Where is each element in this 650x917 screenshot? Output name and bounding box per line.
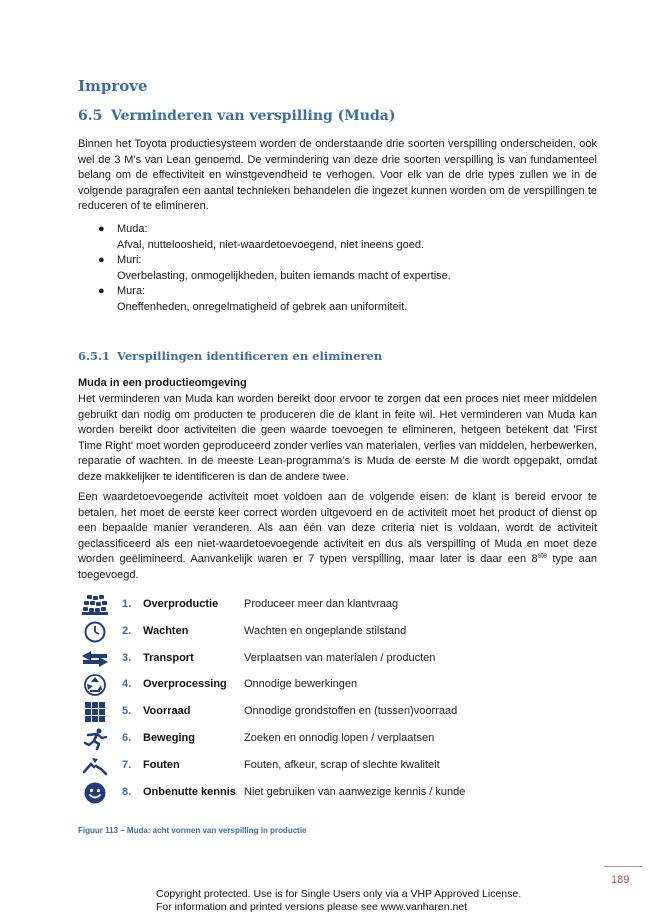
waste-number: 6. [122, 731, 132, 744]
bullet-desc: Overbelasting, onmogelijkheden, buiten iemands macht of expertise. [117, 269, 451, 282]
section-heading: Improve [78, 77, 148, 95]
waste-list-figure [82, 592, 522, 806]
waste-desc: Verplaatsen van materialen / producten [244, 651, 436, 664]
bullet-desc: Afval, nutteloosheid, niet-waardetoevoegend, niet ineens goed. [117, 238, 424, 251]
waste-desc: Onnodige bewerkingen [244, 678, 358, 691]
waste-number: 3. [122, 651, 132, 664]
subsection-number: 6.5.1 [78, 349, 111, 363]
page-number: 189 [611, 874, 630, 886]
broken-arrow-icon [82, 755, 108, 777]
bullet-term: Muda: [117, 223, 148, 235]
waste-row-overproductie [82, 592, 522, 619]
bullet-icon: ● [98, 285, 105, 298]
bullet-term: Muri: [117, 254, 142, 267]
waste-row-transport [82, 646, 522, 673]
bullet-desc: Oneffenheden, onregelmatigheid of gebrek aan uniformiteit. [117, 300, 408, 313]
waste-number: 7. [122, 758, 132, 771]
waste-name: Overproductie [143, 598, 219, 610]
bullet-item-mura [78, 284, 578, 315]
paragraph-text-end: type aan toegevoegd. [78, 553, 597, 581]
waste-name: Beweging [143, 731, 195, 744]
bullet-item-muda [78, 222, 578, 253]
copyright-line: Copyright protected. Use is for Single Users only via a VHP Approved License. [156, 888, 522, 900]
waste-row-overprocessing [82, 672, 522, 699]
chapter-number: 6.5 [78, 108, 103, 124]
waste-number: 8. [122, 785, 132, 798]
waste-row-beweging [82, 726, 522, 753]
waste-row-wachten [82, 619, 522, 646]
waste-row-onbenutte-kennis [82, 780, 522, 807]
waste-desc: Onnodige grondstoffen en (tussen)voorraad [244, 705, 458, 718]
waste-name: Wachten [143, 624, 189, 637]
waste-desc: Niet gebruiken van aanwezige kennis / kunde [244, 785, 466, 798]
smiley-icon [82, 782, 108, 804]
waste-name: Transport [143, 651, 194, 664]
paragraph-text: Een waardetoevoegende activiteit moet voldoen aan de volgende eisen: de klant is bereid ervoor te betalen, het moet de eerste keer correct worden uitgevoerd en de activiteit moet het product of dienst op een bepaalde manier veranderen. Als aan één van deze criteria niet is voldaan, wordt de activiteit geclassificeerd als een niet-waardetoevoegende activiteit en dus als verspilling of Muda en moet deze worden geëlimineerd. Aanvankelijk waren er 7 typen verspilling, maar later is daar een 8 [78, 491, 597, 566]
value-adding-paragraph [78, 490, 597, 584]
double-arrow-icon [82, 648, 108, 670]
chapter-title: Verminderen van verspilling (Muda) [111, 108, 396, 124]
chapter-heading [78, 108, 395, 124]
figure-caption: Figuur 113 – Muda: acht vormen van verspilling in productie [78, 826, 307, 835]
waste-desc: Produceer meer dan klantvraag [244, 598, 399, 610]
waste-number: 1. [122, 598, 132, 610]
overproduction-icon [82, 594, 108, 616]
muda-paragraph: Het verminderen van Muda kan worden bereikt door ervoor te zorgen dat een proces niet meer middelen gebruikt dan nodig om producten te produceren die de klant in feite wil. Het verminderen van Muda kan worden bereikt door activiteiten die geen waarde toevoegen te elimineren, hetgeen betekent dat 'First Time Right' moet worden geproduceerd zonder verlies van materialen, verlies van middelen, herbewerken, reparatie of wachten. In de meeste Lean-programma’s is Muda de eerste M die wordt opgepakt, omdat deze makkelijker te identificeren is dan de andere twee. [78, 393, 597, 483]
bullet-icon: ● [98, 223, 105, 235]
subsection-heading [78, 349, 382, 363]
paragraph-subheading: Muda in een productieomgeving [78, 377, 247, 389]
intro-paragraph: Binnen het Toyota productiesysteem worden de onderstaande drie soorten verspilling onderscheiden, ook wel de 3 M’s van Lean genoemd. De vermindering van deze drie soorten verspilling is van fundamenteel belang om de effectiviteit en winstgevendheid te verhogen. Voor elk van de drie types zullen we in de volgende paragrafen een aantal technieken behandelen die ingezet kunnen worden om de verspillingen te reduceren of te elimineren. [78, 138, 597, 213]
footer-divider [604, 866, 642, 867]
waste-name: Overprocessing [143, 678, 227, 691]
bullet-icon: ● [98, 254, 105, 267]
waste-row-voorraad [82, 699, 522, 726]
clock-icon [82, 621, 108, 643]
waste-number: 5. [122, 705, 132, 718]
copyright-notice [156, 888, 521, 914]
waste-desc: Zoeken en onnodig lopen / verplaatsen [244, 731, 435, 744]
waste-number: 4. [122, 678, 132, 691]
bullet-item-muri [78, 253, 578, 284]
waste-name: Fouten [143, 758, 180, 771]
copyright-link-line: For information and printed versions please see www.vanharen.net [156, 901, 468, 913]
ordinal-superscript: ste [537, 552, 547, 560]
waste-desc: Wachten en ongeplande stilstand [244, 624, 407, 637]
bullet-term: Mura: [117, 285, 146, 298]
waste-name: Voorraad [143, 705, 191, 718]
waste-desc: Fouten, afkeur, scrap of slechte kwaliteit [244, 758, 440, 771]
waste-number: 2. [122, 624, 132, 637]
grid-icon [82, 701, 108, 723]
recycle-icon [82, 674, 108, 696]
waste-row-fouten [82, 753, 522, 780]
running-person-icon [82, 728, 108, 750]
bullet-list [78, 222, 578, 316]
subsection-title: Verspillingen identificeren en elimineren [117, 349, 383, 363]
waste-name: Onbenutte kennis [143, 785, 236, 798]
